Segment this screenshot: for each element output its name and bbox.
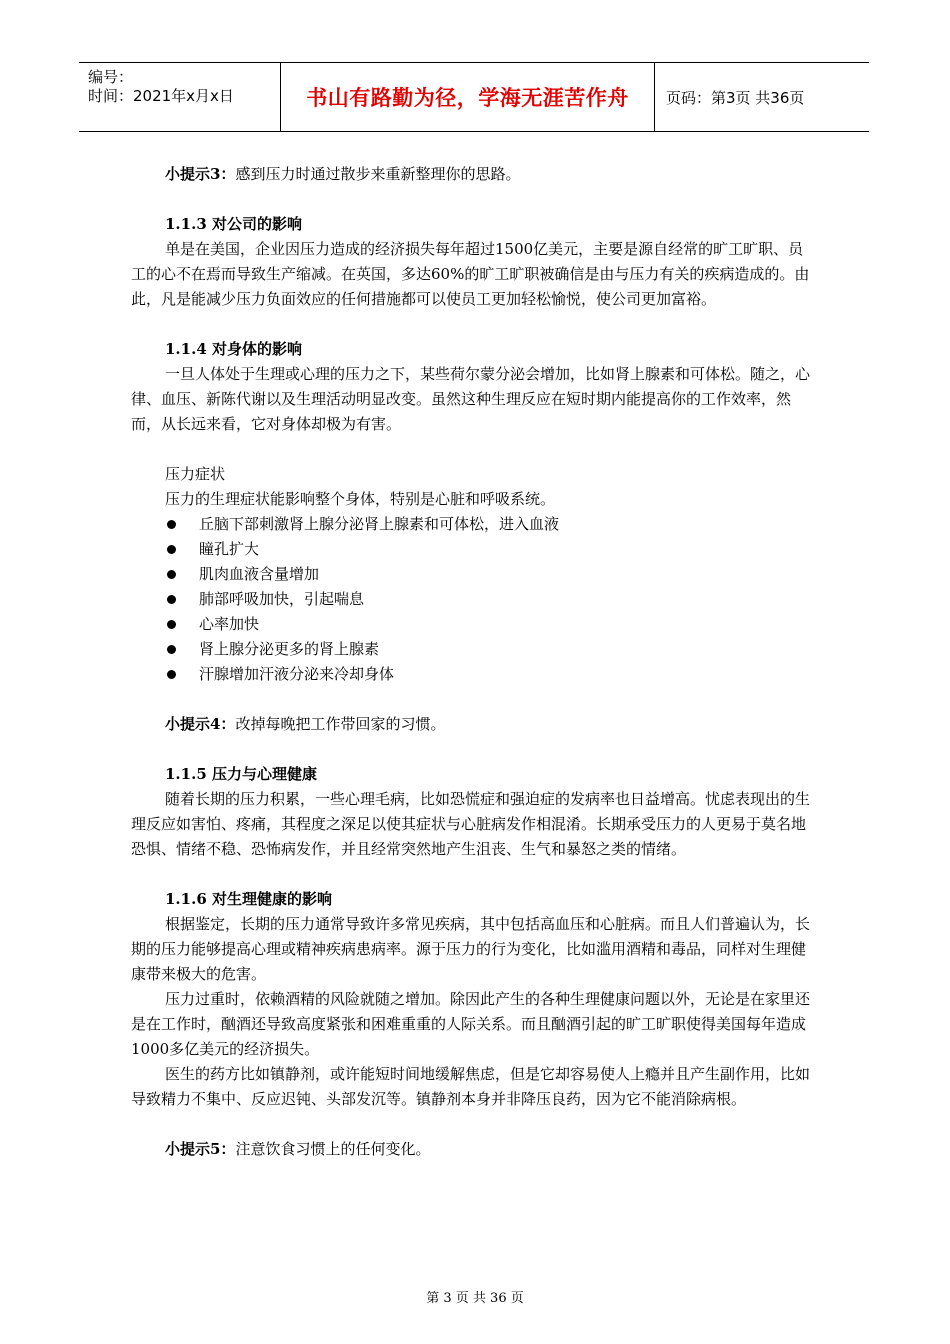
document-body (131, 162, 817, 1162)
section-1-1-4-paragraph: 一旦人体处于生理或心理的压力之下，某些荷尔蒙分泌会增加，比如肾上腺素和可体松。随之，心律、血压、新陈代谢以及生理活动明显改变。虽然这种生理反应在短时期内能提高你的工作效率，然而，从长远来看，它对身体却极为有害。 (131, 365, 811, 433)
list-item: 肺部呼吸加快，引起喘息 (165, 587, 817, 612)
section-1-1-6-paragraph-2: 压力过重时，依赖酒精的风险就随之增加。除因此产生的各种生理健康问题以外，无论是在家里还是在工作时，酗酒还导致高度紧张和困难重重的人际关系。而且酗酒引起的旷工旷职使得美国每年造成1000多亿美元的经济损失。 (131, 990, 811, 1058)
section-1-1-5-title: 1.1.5 压力与心理健康 (165, 765, 317, 783)
section-1-1-4-title: 1.1.4 对身体的影响 (165, 340, 302, 358)
section-1-1-6-title: 1.1.6 对生理健康的影响 (165, 890, 332, 908)
tip-3 (165, 162, 817, 187)
header-page-cell (654, 63, 869, 131)
tip-3-text: 感到压力时通过散步来重新整理你的思路。 (235, 165, 521, 183)
bullet-icon (167, 645, 176, 654)
section-1-1-3-paragraph: 单是在美国，企业因压力造成的经济损失每年超过1500亿美元，主要是源自经常的旷工旷职、员工的心不在焉而导致生产缩减。在英国，多达60%的旷工旷职被确信是由与压力有关的疾病造成的。由此，凡是能减少压力负面效应的任何措施都可以使员工更加轻松愉悦，使公司更加富裕。 (131, 240, 810, 308)
document-date: 时间：2021年x月x日 (88, 87, 234, 105)
tip-5 (165, 1137, 817, 1162)
document-number: 编号： (88, 68, 134, 86)
page-footer: 第 3 页 共 36 页 (426, 1291, 524, 1306)
bullet-icon (167, 595, 176, 604)
list-item: 肌肉血液含量增加 (165, 562, 817, 587)
bullet-icon (167, 570, 176, 579)
symptoms-intro: 压力的生理症状能影响整个身体，特别是心脏和呼吸系统。 (165, 490, 556, 508)
section-1-1-5-paragraph: 随着长期的压力积累，一些心理毛病，比如恐慌症和强迫症的发病率也日益增高。忧虑表现出的生理反应如害怕、疼痛，其程度之深足以使其症状与心脏病发作相混淆。长期承受压力的人更易于莫名地恐惧、情绪不稳、恐怖病发作，并且经常突然地产生沮丧、生气和暴怒之类的情绪。 (131, 790, 811, 858)
list-item: 丘脑下部刺激肾上腺分泌肾上腺素和可体松，进入血液 (165, 512, 817, 537)
tip-5-text: 注意饮食习惯上的任何变化。 (235, 1140, 431, 1158)
bullet-icon (167, 620, 176, 629)
bullet-icon (167, 670, 176, 679)
tip-4-label: 小提示4： (165, 715, 236, 733)
header-meta (79, 63, 280, 131)
list-item: 瞳孔扩大 (165, 537, 817, 562)
section-1-1-6-paragraph-3: 医生的药方比如镇静剂，或许能短时间地缓解焦虑，但是它却容易使人上瘾并且产生副作用，比如导致精力不集中、反应迟钝、头部发沉等。镇静剂本身并非降压良药，因为它不能消除病根。 (131, 1065, 811, 1108)
tip-4 (165, 712, 817, 737)
symptoms-title: 压力症状 (165, 465, 226, 483)
bullet-icon (167, 520, 176, 529)
header-page-info: 页码：第3页 共36页 (666, 88, 805, 107)
tip-5-label: 小提示5： (165, 1140, 236, 1158)
header-motto-cell (280, 63, 655, 131)
list-item: 汗腺增加汗液分泌来冷却身体 (165, 662, 817, 687)
list-item: 肾上腺分泌更多的肾上腺素 (165, 637, 817, 662)
tip-3-label: 小提示3： (165, 165, 236, 183)
bullet-icon (167, 545, 176, 554)
list-item: 心率加快 (165, 612, 817, 637)
symptoms-list (165, 512, 817, 687)
section-1-1-6-paragraph-1: 根据鉴定，长期的压力通常导致许多常见疾病，其中包括高血压和心脏病。而且人们普遍认为，长期的压力能够提高心理或精神疾病患病率。源于压力的行为变化，比如滥用酒精和毒品，同样对生理健康带来极大的危害。 (131, 915, 811, 983)
section-1-1-3-title: 1.1.3 对公司的影响 (165, 215, 302, 233)
header-motto: 书山有路勤为径，学海无涯苦作舟 (306, 86, 629, 110)
tip-4-text: 改掉每晚把工作带回家的习惯。 (235, 715, 446, 733)
document-header (79, 62, 869, 132)
